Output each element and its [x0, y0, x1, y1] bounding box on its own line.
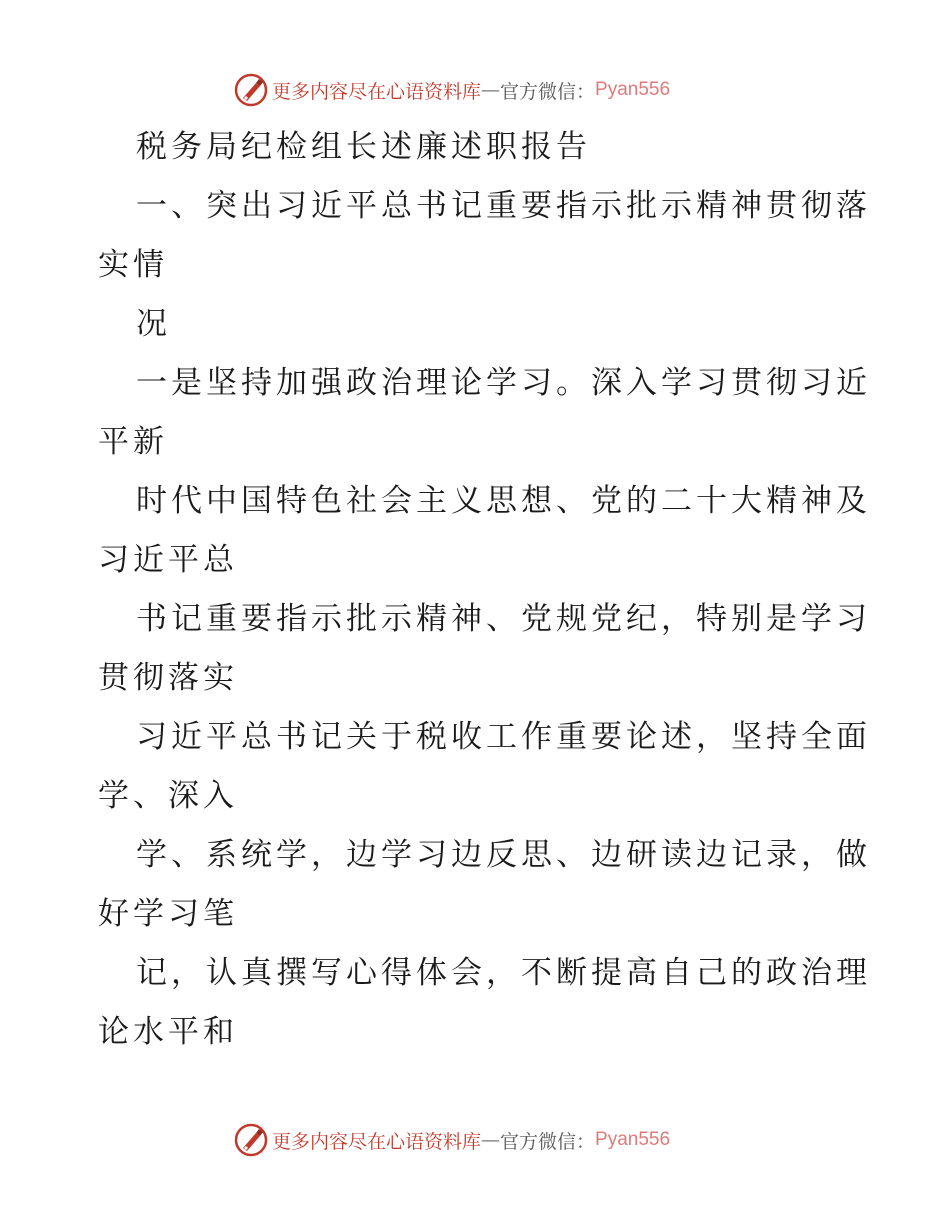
text-line: 书记重要指示批示精神、党规党纪，特别是学习 [136, 601, 871, 637]
text-line: 一、突出习近平总书记重要指示批示精神贯彻落 [136, 188, 871, 224]
text-line: 贯彻落实 [98, 660, 238, 696]
text-line: 好学习笔 [98, 896, 238, 932]
document-title: 税务局纪检组长述廉述职报告 [136, 129, 591, 165]
watermark-footer [234, 1123, 670, 1157]
text-line: 一是坚持加强政治理论学习。深入学习贯彻习近 [136, 365, 871, 401]
text-line: 时代中国特色社会主义思想、党的二十大精神及 [136, 483, 871, 519]
watermark-official-label: 官方微信： [500, 80, 596, 103]
text-line: 平新 [98, 424, 168, 460]
document-body [98, 118, 871, 1062]
watermark-main-text: 更多内容尽在心语资料库 [272, 1130, 482, 1153]
watermark-official-label: 官方微信： [500, 1130, 596, 1153]
pen-circle-logo-icon [234, 1123, 268, 1157]
text-line: 况 [136, 306, 171, 342]
text-line: 习近平总书记关于税收工作重要论述，坚持全面 [136, 719, 871, 755]
watermark-main-text: 更多内容尽在心语资料库 [272, 80, 482, 103]
watermark-wechat-id: Pyan556 [595, 79, 671, 100]
watermark-wechat-id: Pyan556 [595, 1129, 671, 1150]
text-line: 记，认真撰写心得体会，不断提高自己的政治理 [136, 955, 871, 991]
text-line: 论水平和 [98, 1014, 238, 1050]
pen-circle-logo-icon [234, 73, 268, 107]
watermark-header [234, 73, 670, 107]
text-line: 实情 [98, 247, 168, 283]
text-line: 学、深入 [98, 778, 238, 814]
watermark-dash: — [481, 79, 501, 101]
text-line: 学、系统学，边学习边反思、边研读边记录，做 [136, 837, 871, 873]
watermark-dash: — [481, 1129, 501, 1151]
text-line: 习近平总 [98, 542, 238, 578]
